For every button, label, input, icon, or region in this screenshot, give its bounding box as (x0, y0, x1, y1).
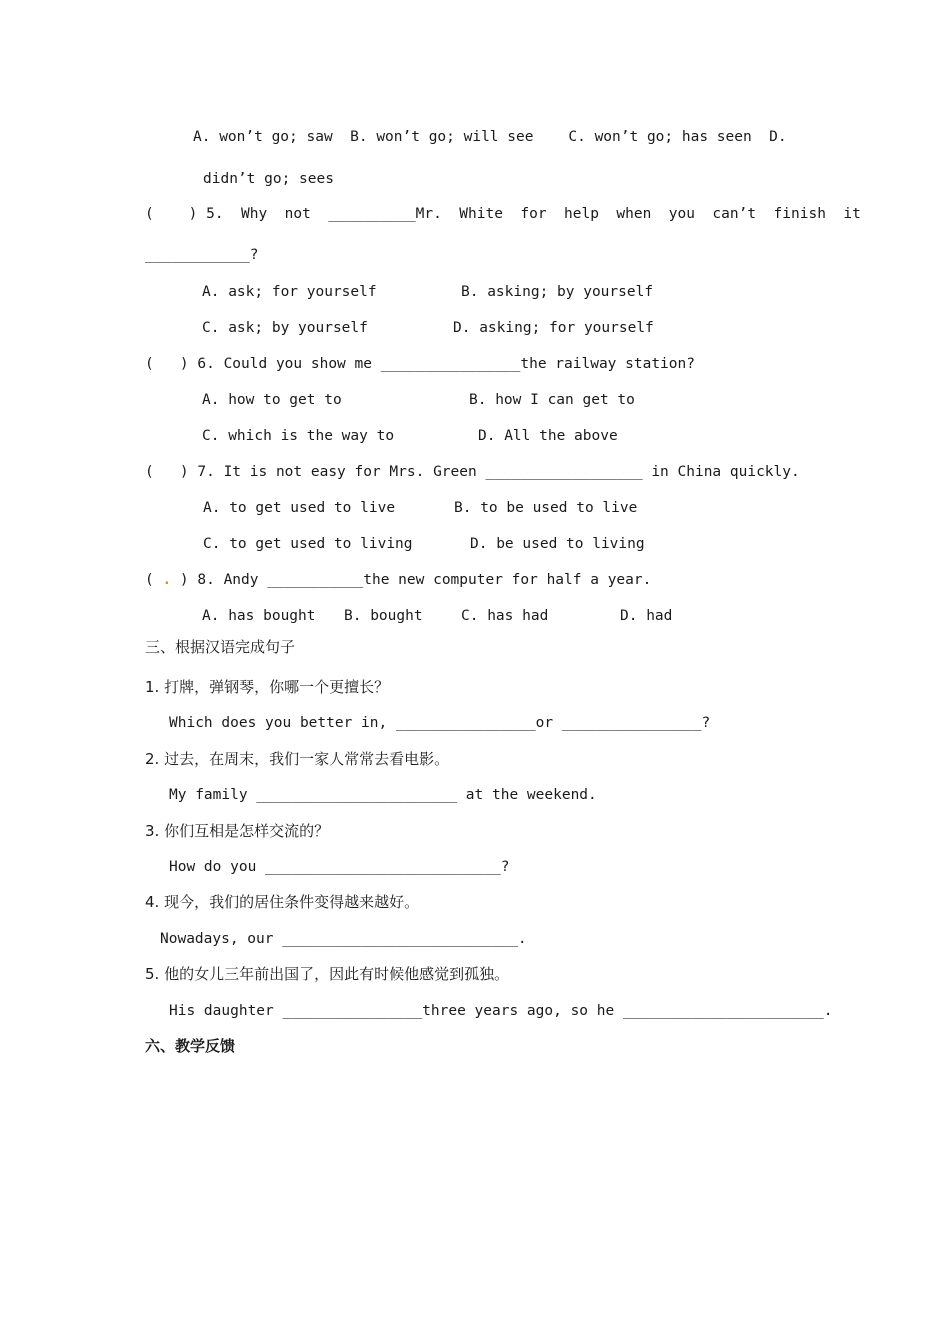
q4-options-line-2: didn’t go; sees (203, 171, 334, 187)
sentence-5-english: His daughter ________________three years ago, so he _______________________. (169, 1003, 833, 1019)
sentence-4-chinese: 4. 现今，我们的居住条件变得越来越好。 (145, 893, 420, 911)
section-3-title: 三、根据汉语完成句子 (145, 638, 296, 656)
q8-option-c: C. has had (461, 608, 549, 624)
sentence-2-english: My family _______________________ at the weekend. (169, 787, 597, 803)
q7-option-a: A. to get used to live (203, 500, 396, 516)
sentence-4-english: Nowadays, our ___________________________. (160, 931, 527, 947)
sentence-3-chinese: 3. 你们互相是怎样交流的？ (145, 822, 330, 840)
q5-stem-continued: ____________? (145, 247, 259, 263)
q6-option-c: C. which is the way to (202, 428, 395, 444)
q7-option-b: B. to be used to live (454, 500, 638, 516)
q7-stem: ( ) 7. It is not easy for Mrs. Green __________________ in China quickly. (145, 464, 800, 480)
sentence-1-english: Which does you better in, ________________or ________________? (169, 715, 711, 731)
q8-dot-mark: . (162, 572, 172, 588)
q8-paren-open: ( (145, 572, 154, 588)
sentence-3-english: How do you ___________________________? (169, 859, 510, 875)
q6-stem: ( ) 6. Could you show me ________________the railway station? (145, 356, 695, 372)
q8-option-b: B. bought (344, 608, 423, 624)
q8-option-d: D. had (620, 608, 673, 624)
q5-option-c: C. ask; by yourself (202, 320, 368, 336)
q5-stem: ( ) 5. Why not __________Mr. White for help when you can’t finish it (145, 206, 861, 222)
q7-option-c: C. to get used to living (203, 536, 413, 552)
q8-stem-line (145, 571, 651, 589)
q4-options-line-1: A. won’t go; saw B. won’t go; will see C. won’t go; has seen D. (193, 129, 787, 145)
q5-option-b: B. asking; by yourself (461, 284, 654, 300)
sentence-2-chinese: 2. 过去，在周末，我们一家人常常去看电影。 (145, 750, 450, 768)
sentence-1-chinese: 1. 打牌，弹钢琴，你哪一个更擅长？ (145, 678, 390, 696)
sentence-5-chinese: 5. 他的女儿三年前出国了，因此有时候他感觉到孤独。 (145, 965, 510, 983)
q7-option-d: D. be used to living (470, 536, 645, 552)
q8-option-a: A. has bought (202, 608, 316, 624)
q6-option-b: B. how I can get to (469, 392, 635, 408)
q5-option-d: D. asking; for yourself (453, 320, 654, 336)
q6-option-a: A. how to get to (202, 392, 342, 408)
q5-option-a: A. ask; for yourself (202, 284, 377, 300)
q8-stem: ) 8. Andy ___________the new computer for half a year. (171, 572, 652, 588)
section-6-title: 六、教学反馈 (145, 1037, 236, 1055)
q6-option-d: D. All the above (478, 428, 618, 444)
